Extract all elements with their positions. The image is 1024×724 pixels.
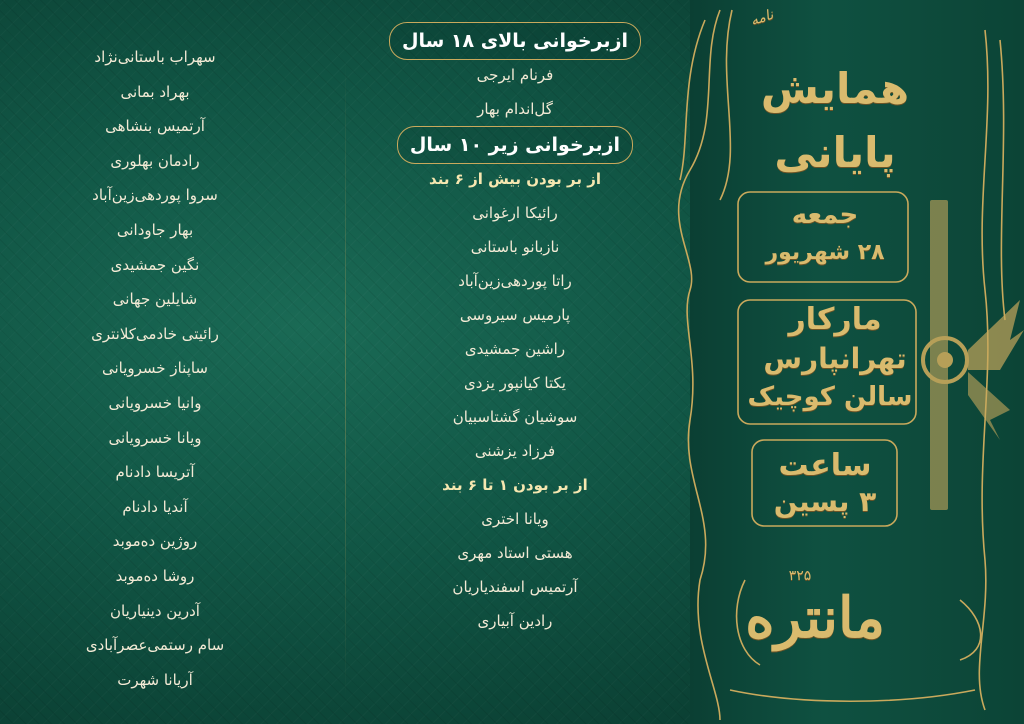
name-item: رادین آبیاری (477, 612, 553, 630)
name-item: سهراب باستانی‌نژاد (94, 48, 216, 66)
name-item: آتریسا دادنام (115, 463, 195, 482)
name-item: آرتمیس اسفندیاریان (452, 578, 578, 596)
name-item: نازبانو باستانی (470, 238, 560, 256)
name-item: ویانا اختری (481, 510, 549, 528)
over-18-list (380, 58, 650, 126)
name-item: رائیکا ارغوانی (472, 204, 558, 222)
venue-line-2: تهرانپارس (763, 342, 907, 375)
name-item: پارمیس سیروسی (459, 306, 571, 324)
venue-line-1: مارکار (788, 302, 882, 337)
title-line-1: همایش (760, 64, 910, 113)
name-item: هستی استاد مهری (457, 544, 573, 562)
name-item: روشا ده‌موبد (115, 566, 195, 585)
name-item: گل‌اندام بهار (477, 100, 553, 118)
name-item: آدرین دینیاریان (110, 601, 200, 620)
title-line-2: پایانی (774, 128, 896, 177)
name-item: ساپناز خسرویانی (101, 359, 209, 378)
name-item: فرزاد یزشنی (474, 442, 556, 460)
name-item: سوشیان گشتاسبیان (452, 408, 578, 426)
name-item: نگین جمشیدی (110, 255, 200, 274)
logo-mantreh: مانتره (745, 585, 885, 651)
time-label: ساعت (778, 448, 872, 483)
subheading-1-to-6: از بر بودن ۱ تا ۶ بند (442, 476, 588, 494)
name-item: وانیا خسرویانی (108, 393, 202, 412)
left-name-list (40, 46, 270, 703)
name-item: شایلین جهانی (112, 290, 198, 309)
heading-over-18: ازبرخوانی بالای ۱۸ سال (380, 22, 650, 58)
name-item: آریانا شهرت (117, 670, 193, 689)
name-item: راتا پوردهی‌زین‌آباد (458, 272, 572, 290)
event-date: ۲۸ شهریور (765, 240, 885, 265)
one-to-6-list (380, 502, 650, 638)
name-item: رائیتی خادمی‌کلانتری (91, 324, 219, 343)
column-divider (345, 60, 346, 700)
name-item: سروا پوردهی‌زین‌آباد (92, 186, 218, 205)
name-item: یکتا کیانپور یزدی (464, 374, 566, 392)
name-item: بهراد بمانی (120, 82, 190, 101)
name-item: بهار جاودانی (116, 220, 194, 239)
name-item: آندیا دادنام (122, 497, 188, 516)
name-item: سام رستمی‌عصرآبادی (85, 636, 225, 655)
name-item: راشین جمشیدی (464, 340, 566, 358)
center-name-list (380, 22, 650, 638)
name-item: رادمان بهلوری (110, 151, 200, 170)
calligraphy-signature: نامه (748, 6, 776, 30)
time-value: ۳ پسین (773, 485, 877, 518)
name-item: آرتمیس بنشاهی (105, 117, 205, 136)
event-day: جمعه (791, 200, 859, 230)
subheading-more-than-6: از بر بودن بیش از ۶ بند (429, 170, 601, 188)
logo-number: ۳۲۵ (788, 568, 812, 584)
more-than-6-list (380, 196, 650, 468)
heading-under-10: ازبرخوانی زیر ۱۰ سال (380, 126, 650, 162)
venue-line-3: سالن کوچیک (747, 382, 913, 412)
name-item: ویانا خسرویانی (108, 428, 202, 447)
name-item: روژین ده‌موبد (112, 532, 198, 551)
name-item: فرنام ایرجی (476, 66, 554, 84)
